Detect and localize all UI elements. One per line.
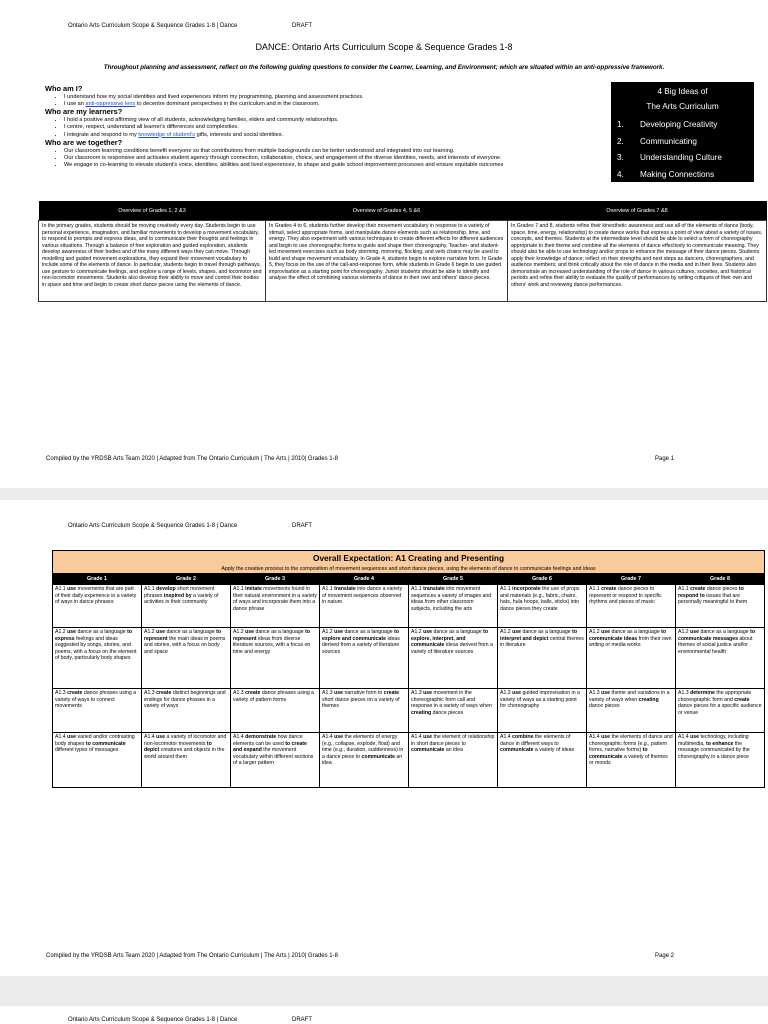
expectation-keyword: develop (156, 586, 176, 592)
expectation-cell (231, 628, 320, 689)
big-ideas-subtitle: The Arts Curriculum (646, 102, 719, 111)
expectation-cell (320, 628, 409, 689)
grade-header: Grade 8 (676, 574, 765, 585)
expectation-text: dance as a language (610, 629, 662, 635)
big-idea-number: 4. (617, 170, 624, 180)
grade-header-row (53, 574, 765, 585)
expectation-text: an idea (322, 753, 403, 766)
expectation-text: A1.4 (589, 734, 602, 740)
expectation-keyword: creating (411, 709, 432, 716)
expectation-text: A1.4 (144, 734, 157, 740)
list-item: • I understand how my social identities and lived experiences inform my programming, planning and assessment practices. (64, 94, 610, 101)
knowledge-of-students-link[interactable]: knowledge of student's (138, 131, 196, 138)
expectation-heading-cell (53, 551, 765, 574)
expectation-text: technology, including multimedia, (678, 734, 749, 747)
expectation-text: how dance elements can be used (233, 734, 303, 747)
expectation-text: A1.1 (589, 586, 602, 592)
expectation-text: from their own writing or media works (589, 635, 672, 648)
expectation-keyword: to communicate (589, 747, 648, 760)
expectation-text: short dance pieces on a variety of themes (322, 696, 400, 709)
overview-header: Overview of Grades 1, 2 &3 (39, 201, 266, 221)
guiding-questions (45, 85, 610, 170)
expectation-text: guided improvisation in a variety of ways as a starting point for choreography (500, 690, 580, 709)
expectation-text: A1.2 (233, 629, 246, 635)
expectation-cell (676, 585, 765, 628)
big-idea-item (611, 150, 754, 167)
expectation-keyword: to explore, interpret, and communicate (411, 629, 489, 648)
big-idea-item (611, 166, 754, 183)
expectation-cell (231, 585, 320, 628)
expectation-keyword: imitate (245, 586, 262, 592)
header-title: Ontario Arts Curriculum Scope & Sequence Grades 1-8 | Dance (68, 1017, 238, 1023)
expectation-cell (142, 585, 231, 628)
expectation-text: A1.3 (233, 690, 246, 696)
expectation-text: A1.2 (144, 629, 157, 635)
expectation-text: A1.3 (678, 690, 691, 696)
expectation-text: the use of props and materials (e.g., fabric, chairs, hats, hula hoops, balls, sticks) into dance pieces they create (500, 586, 580, 612)
expectation-keyword: create (383, 690, 400, 696)
who-am-i-heading: Who am I? (45, 84, 83, 93)
expectation-keyword: creating (638, 696, 659, 703)
expectation-text: the appropriate choreographic form and (678, 690, 752, 703)
list-item: • I centre, respect, understand all learner's differences and complexities. (64, 124, 610, 131)
overview-row (39, 221, 767, 302)
expectation-keyword: to create and expand (233, 740, 307, 753)
overview-cell: In Grades 4 to 6, students further develop their movement vocabulary in response to a variety of stimuli, select appropriate forms, and manipulate dance elements such as relationship, time, and energy. They also experiment with various techniques to create different effects for different audiences and begin to use choreographic forms to guide and shape their choreography. Teacher- and student-led movement exercises such as body storming, mirroring, flocking, and verb chains may be used to build and shape movement vocabulary. In Grade 4, students begin to explore narrative form. In Grade 5, they focus on the use of the call-and-response form, while students in Grade 6 begin to use guided improvisation as a starting point for choreography. Junior students should be able to identify and analyse the effect of combining various elements of dance in their own and others' dance pieces. (266, 221, 508, 302)
expectation-text: movements that are part of their daily experience in a variety of ways in dance phrases (55, 586, 137, 605)
expectation-text: central themes in literature (500, 635, 584, 648)
expectation-text: A1.3 (55, 690, 68, 696)
expectation-keyword: use (601, 690, 611, 696)
expectation-text: A1.2 (322, 629, 335, 635)
expectation-text: an idea (444, 747, 463, 753)
expectation-text: A1.1 (678, 586, 691, 592)
expectation-row (53, 689, 765, 733)
big-idea-item (611, 116, 754, 133)
expectation-text: dance as a language (432, 629, 484, 635)
expectation-text: A1.2 (55, 629, 68, 635)
expectation-keyword: incorporate (512, 586, 541, 592)
expectation-cell (409, 689, 498, 733)
expectation-text: creatures and objects in the world around them (144, 747, 225, 760)
who-are-we-heading: Who are we together? (45, 138, 123, 148)
expectation-cell (53, 689, 142, 733)
big-idea-number: 3. (617, 153, 624, 163)
expectation-text: A1.3 (411, 690, 424, 696)
anti-oppressive-lens-link[interactable]: anti-oppressive lens (85, 100, 136, 107)
expectation-keyword: to communicate (85, 740, 126, 747)
expectation-text: A1.3 (589, 690, 602, 696)
expectation-text: ideas derived from a variety of literature sources (411, 642, 493, 655)
expectation-text: into movement sequences a variety of images and ideas from other classroom subjects, including the arts (411, 586, 492, 612)
expectation-text: A1.4 (55, 734, 68, 740)
expectation-text: dance pieces (589, 703, 620, 709)
expectation-cell (587, 733, 676, 788)
big-idea-number: 1. (617, 119, 624, 129)
expectation-cell (409, 585, 498, 628)
expectation-cell (587, 628, 676, 689)
footer-credit: Compiled by the YRDSB Arts Team 2020 | Adapted from The Ontario Curriculum | The Arts | 2010| Grades 1-8 (46, 953, 338, 959)
expectation-keyword: use (512, 690, 522, 696)
expectation-text: A1.1 (322, 586, 335, 592)
page-1 (0, 0, 768, 488)
expectation-text: dance as a language (165, 629, 217, 635)
expectation-text: about themes of social justice and/or environmental health (678, 635, 753, 655)
intro-text: Throughout planning and assessment, reflect on the following guiding questions to consider the Learner, Learning, and Environment; which are situated within an anti-oppressive framework. (103, 64, 665, 71)
big-ideas-title: 4 Big Ideas of (657, 87, 708, 96)
expectation-keyword: to communicate messages (678, 629, 756, 642)
expectation-text: A1.2 (500, 629, 513, 635)
list-item: • I hold a positive and affirming view of all students, acknowledging families, elders and community relationships. (64, 117, 610, 124)
expectation-cell (498, 689, 587, 733)
expectation-text: A1.1 (144, 586, 157, 592)
expectation-cell (142, 628, 231, 689)
expectation-keyword: demonstrate (245, 734, 277, 740)
list-text: I use an (64, 100, 86, 107)
big-idea-number: 2. (617, 136, 624, 146)
grade-header: Grade 4 (320, 574, 409, 585)
page-2 (0, 500, 768, 976)
expectation-keyword: combine (512, 734, 534, 740)
expectation-keyword: to respond to (678, 586, 744, 599)
expectation-keyword: use (245, 629, 255, 635)
expectation-cell (498, 628, 587, 689)
expectation-subtitle: Apply the creative process to the composition of movement sequences and short dance pieces, using the elements of dance to communicate feelings and ideas (221, 566, 596, 572)
expectation-keyword: communicate (411, 747, 445, 753)
expectation-text: movement in the choreographic form call and response in a variety of ways when (411, 690, 492, 709)
expectation-row (53, 585, 765, 628)
expectation-text: A1.1 (233, 586, 246, 592)
expectation-row (53, 733, 765, 788)
expectation-text: A1.4 (411, 734, 424, 740)
expectation-row (53, 628, 765, 689)
expectation-cell (53, 585, 142, 628)
expectation-cell (587, 689, 676, 733)
expectation-text: ideas derived from a variety of literature sources (322, 635, 400, 655)
expectation-text: dance as a language (254, 629, 306, 635)
expectation-keyword: to represent (144, 629, 222, 642)
expectation-keyword: to represent (233, 629, 311, 642)
footer-credit: Compiled by the YRDSB Arts Team 2020 | Adapted from The Ontario Curriculum | The Arts | 2010| Grades 1-8 (46, 456, 338, 462)
overview-header: Overview of Grades 7 &8 (508, 201, 767, 221)
expectation-cell (231, 733, 320, 788)
expectation-text: feelings and ideas suggested by songs, stories, and poems, with a focus on the element of body, particularly body shapes (55, 635, 137, 661)
expectation-keyword: to express (55, 629, 133, 642)
expectation-keyword: use (423, 629, 433, 635)
expectation-cell (231, 689, 320, 733)
list-item (64, 132, 610, 139)
expectation-keyword: use (67, 734, 77, 740)
expectation-keyword: to depict (144, 740, 212, 753)
expectation-text: A1.4 (322, 734, 335, 740)
expectation-text: varied and/or contrasting body shapes (55, 734, 135, 747)
expectation-keyword: use (423, 690, 433, 696)
expectation-cell (409, 628, 498, 689)
expectation-keyword: create (67, 690, 83, 696)
expectation-cell (498, 585, 587, 628)
expectation-text: a variety of locomotor and non-locomotor movements (144, 734, 227, 747)
grade-header: Grade 2 (142, 574, 231, 585)
document-title: DANCE: Ontario Arts Curriculum Scope & Sequence Grades 1-8 (255, 42, 513, 52)
expectation-text: dance phrases using a variety of pattern forms (233, 690, 315, 703)
overview-header-row (39, 201, 767, 221)
big-idea-label: Understanding Culture (640, 153, 722, 163)
expectation-cell (498, 733, 587, 788)
list-item: • Our classroom learning conditions benefit everyone so that contributions from multiple backgrounds can be better understood and integrated into our learning. (64, 148, 610, 155)
expectation-cell (142, 689, 231, 733)
expectation-text: the element of relationship in short dance pieces to (411, 734, 495, 747)
grade-header: Grade 5 (409, 574, 498, 585)
overall-expectation-table (52, 550, 765, 788)
expectation-text: ideas from diverse literature sources, with a focus on time and energy (233, 635, 311, 655)
expectation-text: dance pieces (431, 709, 464, 716)
grade-header: Grade 7 (587, 574, 676, 585)
expectation-text: A1.2 (589, 629, 602, 635)
expectation-text: the elements of energy (e.g., collapse, explode, float) and time (e.g., duration, suddenness) in a dance piece to (322, 734, 404, 760)
expectation-keyword: inspired by (163, 592, 192, 599)
list-item: • We engage in co-learning to elevate student's voice, identities, abilities and lived experiences, to shape and guide school improvement processes and ensure equitable outcomes (64, 162, 610, 169)
expectation-keyword: to explore and communicate (322, 629, 400, 642)
expectation-title: Overall Expectation: A1 Creating and Presenting (312, 553, 505, 563)
expectation-text: dance pieces for a specific audience or venue (678, 703, 762, 716)
list-text: I integrate and respond to my (64, 131, 139, 138)
big-idea-item (611, 133, 754, 150)
expectation-keyword: to communicate ideas (589, 629, 667, 642)
header-status: DRAFT (292, 23, 312, 29)
overview-table (38, 201, 767, 302)
expectation-text: A1.2 (411, 629, 424, 635)
expectation-text: different types of messages (55, 747, 119, 753)
expectation-cell (320, 689, 409, 733)
expectation-cell (142, 733, 231, 788)
expectation-text: dance as a language (699, 629, 751, 635)
footer-page-number: Page 1 (655, 456, 675, 462)
expectation-keyword: use (690, 629, 700, 635)
expectation-text: A1.2 (678, 629, 691, 635)
expectation-text: A1.3 (144, 690, 157, 696)
list-text: gifts, interests and social identities. (195, 131, 284, 138)
expectation-keyword: translate (334, 586, 356, 592)
expectation-keyword: use (690, 734, 700, 740)
expectation-keyword: use (334, 690, 344, 696)
expectation-text: issues that are personally meaningful to them (678, 592, 748, 605)
big-ideas-box (611, 82, 754, 182)
expectation-text: the elements of dance and choreographic forms (e.g., pattern forms, narrative forms) (589, 734, 673, 753)
list-text: to decentre dominant perspectives in the curriculum and in the classroom. (135, 100, 320, 107)
expectation-text: dance phrases using a variety of ways to connect movements (55, 690, 137, 709)
expectation-keyword: use (156, 734, 166, 740)
expectation-cell (676, 733, 765, 788)
expectation-text: A1.1 (55, 586, 68, 592)
expectation-keyword: to interpret and depict (500, 629, 578, 642)
expectation-cell (53, 628, 142, 689)
expectation-keyword: communicate (361, 753, 395, 760)
who-am-i-list (45, 94, 610, 109)
expectation-text: into dance a variety of movement sequences observed in nature (322, 586, 403, 605)
overview-cell: In the primary grades, students should be moving creatively every day. Students begin to use personal experience, imagination, and familiar movements to develop a movement vocabulary, to respond to prompts and express ideas, and to communicate their thoughts and feelings in various situations. Through a balance of free exploration and guided exploration, students develop awareness of their bodies and of the many different ways they can move. Through modelling and guided movement explorations, they expand their movement vocabulary to include some of the elements of dance. In particular, students begin to travel through pathways, use gesture to communicate feelings, and explore a range of levels, shapes, and locomotor and non-locomotor movements. Students also develop their ability to move and control their bodies in space and time and begin to create short dance pieces using the elements of dance. (39, 221, 266, 302)
expectation-keyword: create (156, 690, 172, 696)
expectation-keyword: use (334, 734, 344, 740)
expectation-text: dance pieces (705, 586, 739, 592)
big-ideas-list (611, 116, 754, 183)
expectation-text: A1.3 (500, 690, 513, 696)
expectation-keyword: communicate (500, 747, 534, 753)
expectation-text: a variety of ideas (533, 747, 575, 753)
who-are-we-list (45, 148, 610, 170)
expectation-text: a variety of activities in their community (144, 592, 219, 605)
big-idea-label: Making Connections (640, 170, 715, 180)
who-are-learners-heading: Who are my learners? (45, 107, 123, 117)
expectation-text: the elements of dance in different ways to (500, 734, 571, 747)
expectation-keyword: determine (690, 690, 715, 696)
list-item (64, 101, 610, 108)
expectation-keyword: use (601, 629, 611, 635)
expectation-cell (676, 689, 765, 733)
big-idea-label: Developing Creativity (640, 119, 718, 129)
expectation-text: A1.4 (233, 734, 246, 740)
expectation-text: A1.1 (500, 586, 513, 592)
list-item: • Our classroom is responsive and activates student agency through connection, collaboration, choice, and engagement of the diverse identities, needs, and interests of everyone. (64, 155, 610, 162)
expectation-keyword: translate (423, 586, 445, 592)
expectation-keyword: use (334, 629, 344, 635)
page-3 (0, 1006, 768, 1024)
grade-header: Grade 1 (53, 574, 142, 585)
expectation-text: the main ideas in poems and stories, with a focus on body and space (144, 635, 226, 655)
overview-header: Overview of Grades 4, 5 &6 (266, 201, 508, 221)
expectation-text: A1.3 (322, 690, 335, 696)
footer-page-number: Page 2 (655, 953, 675, 959)
expectation-cell (676, 628, 765, 689)
expectation-cell (320, 585, 409, 628)
expectation-keyword: use (601, 734, 611, 740)
expectation-keyword: create (601, 586, 617, 592)
expectation-text: narrative form to (343, 690, 384, 696)
expectation-keyword: use (156, 629, 166, 635)
expectation-keyword: use (423, 734, 433, 740)
expectation-text: dance as a language (76, 629, 128, 635)
grade-header: Grade 3 (231, 574, 320, 585)
expectation-keyword: create (245, 690, 261, 696)
expectation-text: A1.4 (678, 734, 691, 740)
expectation-text: dance as a language (343, 629, 395, 635)
expectation-text: the message communicated by the choreography in a dance piece (678, 740, 750, 760)
header-status: DRAFT (292, 1017, 312, 1023)
overview-cell: In Grades 7 and 8, students refine their kinesthetic awareness and use all of the elements of dance (body, space, time, energy, relationship) to create dance works that express a point of view about a variety of issues, concepts, and themes. Students at the intermediate level should be able to select a form of choreography appropriate to their theme and combine all the elements of dance effectively to communicate meaning. They should also be able to use technology and/or props to enhance the message of their dance pieces. Students apply their knowledge of dance; reflect on their strengths and next steps as dancers, choreographers, and audience members; and think critically about the role of dance in the media and in their lives. Students also demonstrate an increased understanding of the role of dance in various cultures, societies, and historical periods and refine their ability to evaluate the quality of performances by writing critiques of their own and others' work and reviewing dance performances. (508, 221, 767, 302)
expectation-text: theme and variations in a variety of ways when (589, 690, 670, 703)
expectation-keyword: create (734, 696, 750, 703)
expectation-text: dance pieces to represent or respond to specific rhythms and pieces of music (589, 586, 662, 605)
expectation-text: short movement phrases (144, 586, 215, 599)
expectation-keyword: use (512, 629, 522, 635)
expectation-keyword: use (67, 629, 77, 635)
expectation-text: A1.1 (411, 586, 424, 592)
expectation-text: dance as a language (521, 629, 573, 635)
expectation-keyword: use (67, 586, 77, 592)
expectation-keyword: to enhance (705, 740, 734, 747)
expectation-text: movements found in their natural environment in a variety of ways and incorporate them into a dance phrase (233, 586, 317, 612)
big-idea-label: Communicating (640, 136, 697, 146)
expectation-cell (320, 733, 409, 788)
expectation-text: the movement vocabulary within different sections of a larger pattern (233, 747, 314, 766)
expectation-cell (409, 733, 498, 788)
header-status: DRAFT (292, 523, 312, 529)
expectation-text: a variety of themes or moods (589, 753, 668, 766)
expectation-text: A1.4 (500, 734, 513, 740)
header-title: Ontario Arts Curriculum Scope & Sequence Grades 1-8 | Dance (68, 523, 238, 529)
expectation-cell (587, 585, 676, 628)
who-are-learners-list (45, 117, 610, 139)
header-title: Ontario Arts Curriculum Scope & Sequence Grades 1-8 | Dance (68, 23, 238, 29)
expectation-cell (53, 733, 142, 788)
expectation-title-row (53, 551, 765, 574)
grade-header: Grade 6 (498, 574, 587, 585)
expectation-text: distinct beginnings and endings for dance phrases in a variety of ways (144, 690, 226, 709)
expectation-keyword: create (690, 586, 706, 592)
